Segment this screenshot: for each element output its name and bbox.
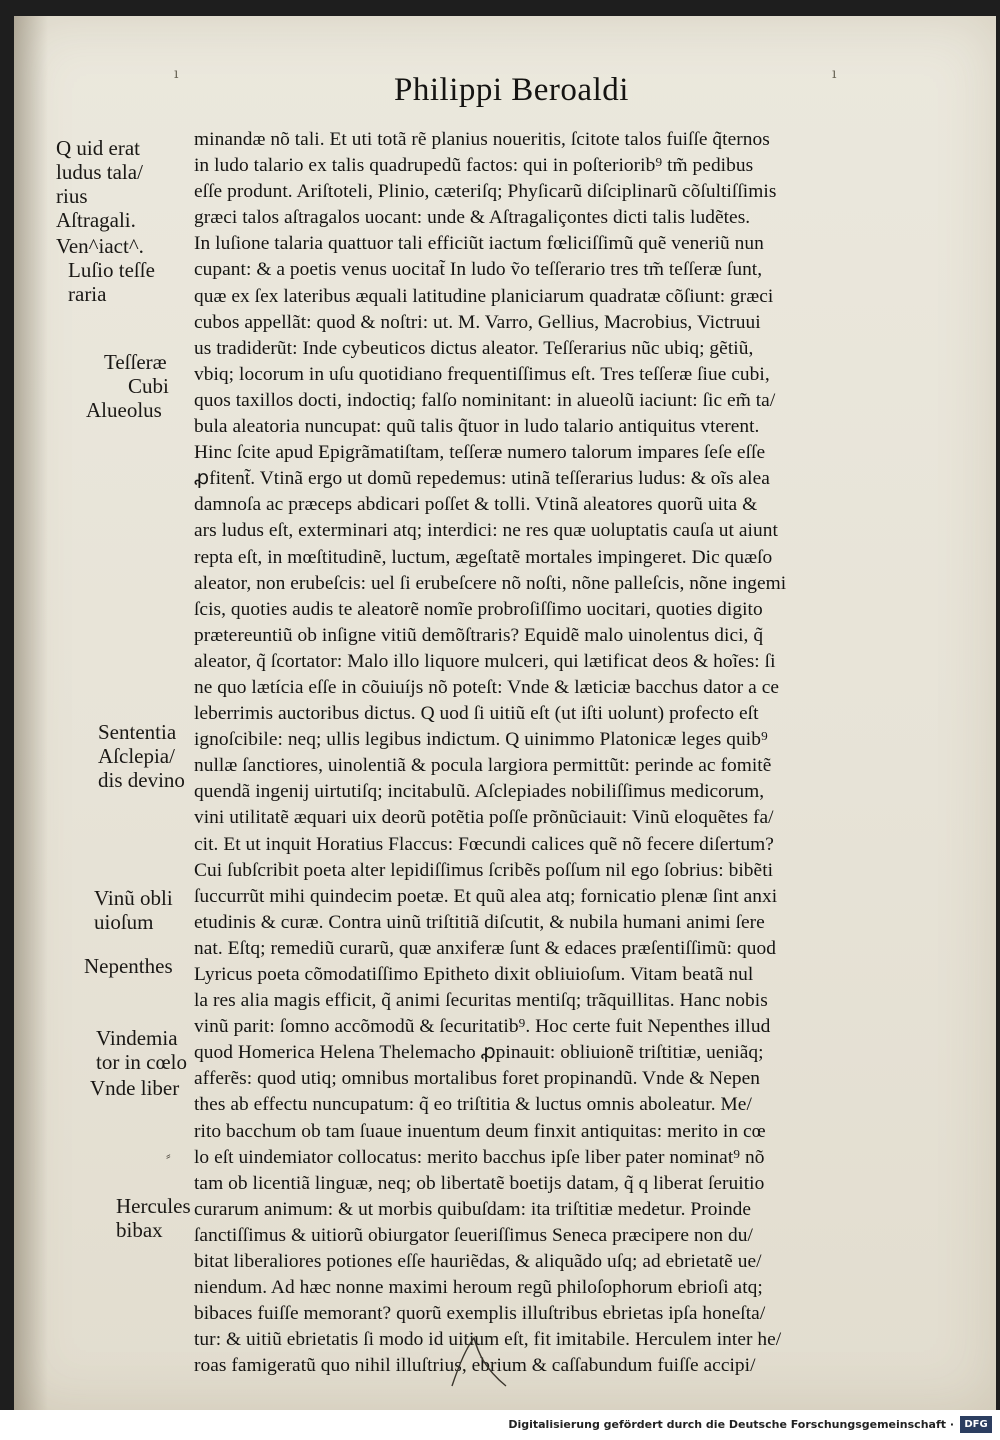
- text-line: vini utilitatẽ æquari uix deorũ potẽtia poſſe prõnũciauit: Vinũ eloquẽtes fa/: [194, 807, 774, 829]
- text-line: thes ab effectu nuncupatum: q̃ eo triſtitia & luctus omnis aboleatur. Me/: [194, 1094, 752, 1116]
- text-line: In luſione talaria quattuor tali efficiũt iactum fœliciſſimũ quẽ veneriũ nun: [194, 233, 764, 255]
- text-line: ne quo lætícia eſſe in cõuiuíjs nõ poteſt: Vnde & læticiæ bacchus dator a ce: [194, 676, 780, 698]
- marginal-note: Cubi: [128, 374, 169, 398]
- marginal-note: Vnde liber: [90, 1076, 180, 1100]
- text-line: cupant: & a poetis venus uocitat̃ In ludo ṽo teſſerario tres tm̃ teſſeræ ſunt,: [194, 259, 763, 281]
- text-line: tur: & uitiũ ebrietatis ſi modo id uitium eſt, fit imitabile. Herculem inter he/: [194, 1329, 782, 1351]
- text-line: eſſe produnt. Ariſtoteli, Plinio, cæteriſq; Phyſicarũ diſciplinarũ cõſultiſſimis: [194, 181, 777, 203]
- margin-flourish: ⸗: [166, 1148, 171, 1164]
- text-line: la res alia magis efficit, q̃ animi ſecuritas mentiſq; trãquillitas. Hanc nobis: [194, 990, 768, 1012]
- text-line: leberrimis auctoribus dictus. Q uod ſi uitiũ eſt (ut iſti uolunt) profecto eſt: [194, 703, 759, 725]
- text-line: aleator, q̃ ſcortator: Malo illo liquore mulceri, qui lætificat deos & hoĩes: ſi: [194, 650, 776, 672]
- text-line: aleator, non erubeſcis: uel ſi erubeſcere nõ noſti, nõne palleſcis, nõne ingemi: [194, 572, 787, 594]
- footer-bar: [0, 1410, 1000, 1440]
- text-line: curarum animum: & ut morbis quibuſdam: ita triſtitiæ medetur. Proinde: [194, 1198, 752, 1220]
- text-line: cit. Et ut inquit Horatius Flaccus: Fœcundi calices quẽ nõ fecere diſertum?: [194, 833, 774, 855]
- text-line: ignoſcibile: neq; ullis legibus indictum. Q uinimmo Platonicæ leges quib⁹: [194, 729, 768, 751]
- running-head: Philippi Beroaldi: [394, 72, 629, 108]
- text-line: nat. Eſtq; remediũ curarũ, quæ anxiferæ ſunt & edaces præſentiſſimũ: quod: [194, 937, 776, 959]
- marginal-note: Luſio teſſe raria: [68, 258, 155, 306]
- text-line: ſuccurrũt mihi quindecim poetæ. Et quũ alea atq; fornicatio plenæ ſint anxi: [194, 885, 778, 907]
- text-line: quos taxillos docti, indoctiq; falſo nominitant: in alueolũ iaciunt: ſic em̃ ta/: [194, 389, 776, 411]
- marginal-note: Ven^iact^.: [56, 234, 144, 258]
- text-line: ſanctiſſimus & uitiorũ obiurgator ſeueriſſimus Seneca præcipere non du/: [194, 1224, 753, 1246]
- book-page: [14, 16, 996, 1410]
- text-line: damnoſa ac præceps abdicari poſſet & tolli. Vtinã aleatores quorũ uita &: [194, 494, 758, 516]
- dfg-logo-icon: DFG: [960, 1416, 992, 1433]
- text-line: minandæ nõ tali. Et uti totã rẽ planius noueritis, ſcitote talos fuiſſe q̃ternos: [194, 129, 770, 150]
- text-line: bibaces fuiſſe memorant? quorũ exemplis illuſtribus ebrietas ipſa honeſta/: [194, 1303, 766, 1325]
- text-line: Cui ſubſcribit poeta alter lepidiſſimus ſcribẽs poſſum nil ego ſobrius: bibẽti: [194, 859, 774, 881]
- text-line: niendum. Ad hæc nonne maximi heroum regũ philoſophorum ebrioſi atq;: [194, 1277, 763, 1299]
- text-line: roas famigeratũ quo nihil illuſtrius, ebrium & caſſabundum fuiſſe accipi/: [194, 1355, 756, 1377]
- marginal-note: Q uid erat ludus tala/ rius: [56, 136, 143, 208]
- page-mark-right: ı: [832, 66, 837, 82]
- text-line: us tradiderũt: Inde cybeuticos dictus aleator. Teſſerarius nũc ubiq; gẽtiũ,: [194, 337, 754, 359]
- main-text-block: [194, 127, 954, 1380]
- marginal-note: Aſtragali.: [56, 208, 136, 232]
- text-line: in ludo talario ex talis quadrupedũ factos: qui in poſteriorib⁹ tm̃ pedibus: [194, 155, 754, 177]
- marginal-note: Vinũ obli uioſum: [94, 886, 173, 934]
- marginal-note: Teſſeræ: [104, 350, 167, 374]
- page-mark-left: ı: [174, 66, 179, 82]
- text-line: ars ludus eſt, exterminari atq; interdici: ne res quæ uoluptatis cauſa ut aiunt: [194, 520, 778, 542]
- text-line: ſcis, quoties audis te aleatorẽ nomĩe probroſiſſimo uocitari, quoties digito: [194, 598, 763, 620]
- text-line: ꝓfitent̃. Vtinã ergo ut domũ repedemus: utinã teſſerarius ludus: & oĩs alea: [194, 468, 770, 490]
- marginal-note: Sententia Aſclepia/ dis devino: [98, 720, 185, 792]
- marginal-note: Hercules bibax: [116, 1194, 191, 1242]
- text-line: vbiq; locorum in uſu quotidiano frequentiſſimus eſt. Tres teſſeræ ſiue cubi,: [194, 363, 770, 385]
- text-line: quod Homerica Helena Thelemacho ꝓpinauit: obliuionẽ triſtitiæ, ueniãq;: [194, 1042, 764, 1064]
- text-line: etudinis & curæ. Contra uinũ triſtitiã diſcutit, & nubila humani animi ſere: [194, 911, 765, 933]
- text-line: Lyricus poeta cõmodatiſſimo Epitheto dixit obliuioſum. Vitam beatã nul: [194, 964, 754, 985]
- text-line: nullæ ſanctiores, uinolentiã & pocula largiora permittũt: perinde ac fomitẽ: [194, 755, 772, 777]
- text-line: repta eſt, in mœſtitudinẽ, luctum, ægeſtatẽ mortales impingeret. Dic quæſo: [194, 546, 773, 568]
- text-line: quendã ingenij uirtutiſq; incitabulũ. Aſclepiades nobiliſſimus medicorum,: [194, 781, 765, 803]
- signature-flourish-icon: [444, 1334, 524, 1394]
- marginal-note: Nepenthes: [84, 954, 173, 978]
- text-line: quæ ex ſex lateribus æquali latitudine planiciarum quadratæ cõſiunt: græci: [194, 285, 774, 307]
- text-line: lo eſt uindemiator collocatus: merito bacchus ipſe liber pater nominat⁹ nõ: [194, 1146, 765, 1168]
- text-line: prætereuntiũ ob inſigne vitiũ demõſtraris? Equidẽ malo uinolentus dici, q̃: [194, 624, 764, 646]
- text-line: rito bacchum ob tam ſuaue inuentum deum finxit antiquitas: merito in cœ: [194, 1120, 766, 1142]
- funding-credit: Digitalisierung gefördert durch die Deutsche Forschungsgemeinschaft ·: [508, 1418, 954, 1431]
- text-line: bula aleatoria nuncupat: quũ talis q̃tuor in ludo talario antiquitus vterent.: [194, 416, 760, 438]
- marginal-note: Vindemia tor in cœlo: [96, 1026, 187, 1074]
- text-line: Hinc ſcite apud Epigrãmatiſtam, teſſeræ numero talorum impares ſeſe eſſe: [194, 442, 766, 464]
- text-line: afferẽs: quod utiq; omnibus mortalibus foret propinandũ. Vnde & Nepen: [194, 1068, 761, 1090]
- text-line: bitat liberaliores potiones eſſe hauriẽdas, & aliquãdo uſq; ad ebrietatẽ ue/: [194, 1251, 762, 1273]
- text-line: cubos appellãt: quod & noſtri: ut. M. Varro, Gellius, Macrobius, Victruui: [194, 311, 761, 333]
- marginal-note: Alueolus: [86, 398, 162, 422]
- text-line: vinũ parit: ſomno accõmodũ & ſecuritatib⁹. Hoc certe fuit Nepenthes illud: [194, 1016, 771, 1038]
- text-line: tam ob licentiã linguæ, neq; ob libertatẽ boetijs datam, q̃ q liberat ſeruitio: [194, 1172, 765, 1194]
- text-line: græci talos aſtragalos uocant: unde & Aſtragaliçontes dicti talis ludẽtes.: [194, 207, 751, 229]
